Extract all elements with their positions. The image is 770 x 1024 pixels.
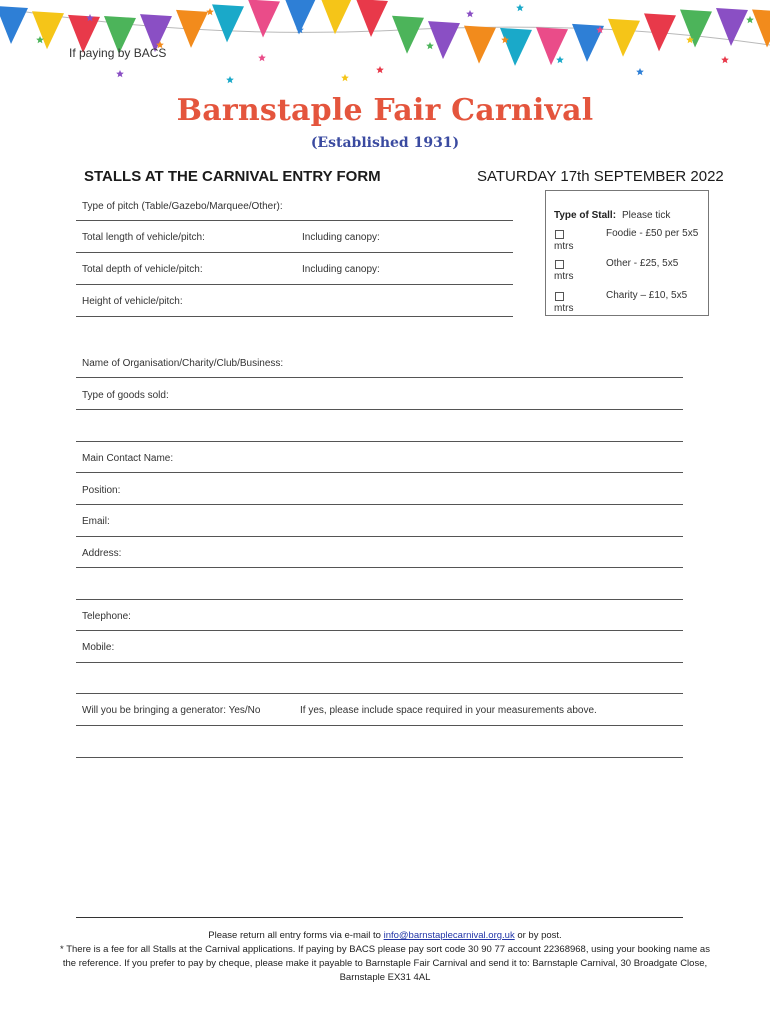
pitch-type-label: Type of pitch (Table/Gazebo/Marquee/Other): — [82, 201, 283, 212]
bunting-flag — [536, 27, 568, 65]
generator-line[interactable] — [76, 725, 683, 726]
confetti-star — [116, 70, 124, 77]
generator-line-2[interactable] — [76, 757, 683, 758]
confetti-star — [516, 4, 524, 11]
footer-return-prefix: Please return all entry forms via e-mail to — [208, 930, 381, 941]
address-line[interactable] — [76, 567, 683, 568]
organisation-line[interactable] — [76, 377, 683, 378]
page-subtitle: (Established 1931) — [310, 135, 460, 151]
foodie-checkbox[interactable] — [555, 230, 564, 239]
bacs-note: If paying by BACS — [69, 46, 167, 60]
bunting-flag — [752, 9, 770, 47]
address-line-2[interactable] — [76, 599, 683, 600]
footer-fee-note: * There is a fee for all Stalls at the Carnival applications. If paying by BACS please pay sort code 30 90 77 account 22368968, using your booking name as the reference. If you prefer to pay by cheque, please make it payable to Barnstaple Fair Carnival and send it to: Barnstaple Carnival, 30 Broadgate Close, Barnstaple EX31 4AL — [60, 944, 710, 983]
other-unit-label: mtrs — [554, 271, 574, 282]
email-label: Email: — [82, 516, 110, 527]
telephone-label: Telephone: — [82, 611, 131, 622]
footer-email-link[interactable]: info@barnstaplecarnival.org.uk — [383, 930, 515, 941]
foodie-option-label: Foodie - £50 per 5x5 — [606, 228, 699, 239]
mobile-line-2[interactable] — [76, 693, 683, 694]
stall-type-instruction: Please tick — [622, 210, 671, 221]
bunting-flag — [716, 8, 748, 46]
footer-text — [60, 929, 710, 985]
charity-checkbox[interactable] — [555, 292, 564, 301]
pitch-type-line[interactable] — [76, 220, 513, 221]
confetti-star — [721, 56, 729, 63]
organisation-label: Name of Organisation/Charity/Club/Business: — [82, 358, 284, 369]
bunting-flag — [428, 21, 460, 59]
other-option-label: Other - £25, 5x5 — [606, 258, 679, 269]
confetti-star — [206, 8, 214, 15]
page-title: Barnstaple Fair Carnival — [176, 93, 594, 128]
footer-return-suffix: or by post. — [517, 930, 562, 941]
generator-label: Will you be bringing a generator: Yes/No — [82, 705, 261, 716]
pitch-height-label: Height of vehicle/pitch: — [82, 296, 183, 307]
confetti-star — [258, 54, 266, 61]
form-heading: STALLS AT THE CARNIVAL ENTRY FORM — [84, 168, 381, 185]
pitch-depth-line[interactable] — [76, 284, 513, 285]
mobile-label: Mobile: — [82, 642, 115, 653]
confetti-star — [636, 68, 644, 75]
confetti-star — [746, 16, 754, 23]
bunting-flag — [464, 26, 496, 64]
bunting-flag — [320, 0, 352, 34]
event-date: SATURDAY 17th SEPTEMBER 2022 — [477, 168, 724, 185]
confetti-star — [426, 42, 434, 49]
pitch-length-line[interactable] — [76, 252, 513, 253]
contact-name-label: Main Contact Name: — [82, 453, 174, 464]
address-label: Address: — [82, 548, 122, 559]
mobile-line[interactable] — [76, 662, 683, 663]
telephone-line[interactable] — [76, 630, 683, 631]
confetti-star — [341, 74, 349, 81]
bunting-flag — [212, 4, 244, 42]
confetti-star — [556, 56, 564, 63]
email-line[interactable] — [76, 536, 683, 537]
foodie-unit-label: mtrs — [554, 241, 574, 252]
goods-line[interactable] — [76, 409, 683, 410]
position-line[interactable] — [76, 504, 683, 505]
stall-type-heading: Type of Stall: — [554, 210, 617, 221]
confetti-star — [466, 10, 474, 17]
position-label: Position: — [82, 485, 121, 496]
depth-canopy-label: Including canopy: — [302, 264, 380, 275]
pitch-height-line[interactable] — [76, 316, 513, 317]
bunting-flag — [0, 6, 28, 44]
other-checkbox[interactable] — [555, 260, 564, 269]
contact-name-line[interactable] — [76, 472, 683, 473]
goods-line-2[interactable] — [76, 441, 683, 442]
stall-type-box — [545, 190, 709, 316]
charity-unit-label: mtrs — [554, 303, 574, 314]
bunting-flag — [608, 19, 640, 57]
bunting-flag — [500, 28, 532, 66]
footer-return-line — [60, 929, 710, 943]
bunting-flag — [32, 11, 64, 49]
pitch-length-label: Total length of vehicle/pitch: — [82, 232, 205, 243]
goods-label: Type of goods sold: — [82, 390, 169, 401]
confetti-star — [376, 66, 384, 73]
bunting-flag — [644, 13, 676, 51]
generator-note: If yes, please include space required in your measurements above. — [300, 705, 597, 716]
bunting-flag — [392, 16, 424, 54]
length-canopy-label: Including canopy: — [302, 232, 380, 243]
bunting-flag — [680, 9, 712, 47]
pitch-depth-label: Total depth of vehicle/pitch: — [82, 264, 203, 275]
confetti-star — [226, 76, 234, 83]
footer-divider — [76, 917, 683, 918]
charity-option-label: Charity – £10, 5x5 — [606, 290, 688, 301]
